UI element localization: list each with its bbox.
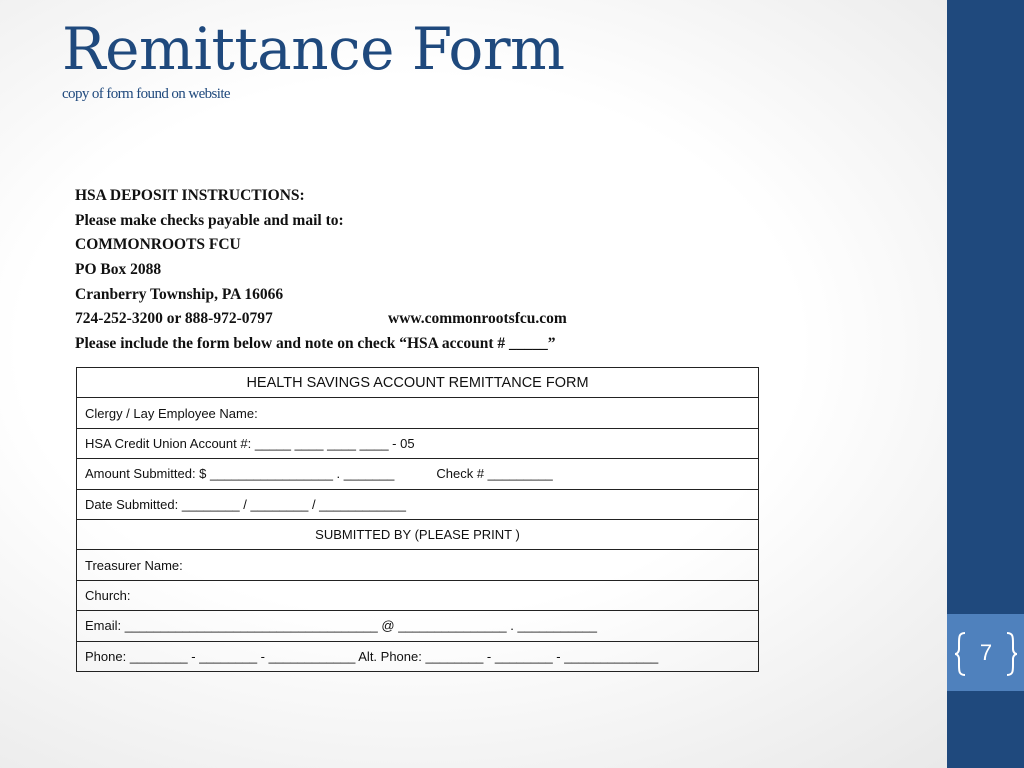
date-submitted-field: Date Submitted: ________ / ________ / ____________ [77,489,759,519]
email-field: Email: ___________________________________ @ _______________ . ___________ [77,611,759,641]
instructions-contact-line [75,307,567,332]
instructions-po-box: PO Box 2088 [75,261,162,279]
employee-name-field: Clergy / Lay Employee Name: [77,398,759,428]
instructions-heading: HSA DEPOSIT INSTRUCTIONS: [75,187,305,204]
table-row [77,368,759,398]
table-row [77,489,759,519]
page-title: Remittance Form [62,15,565,83]
check-number-field: Check # _________ [436,466,553,482]
phone-field: Phone: ________ - ________ - ____________ Alt. Phone: ________ - ________ - _____________ [77,641,759,671]
deposit-instructions [75,184,567,357]
treasurer-name-field: Treasurer Name: [77,550,759,580]
instructions-website: www.commonrootsfcu.com [388,310,567,328]
church-field: Church: [77,580,759,610]
table-row [77,611,759,641]
page-subtitle: copy of form found on website [62,86,230,102]
table-row [77,641,759,671]
account-number-field: HSA Credit Union Account #: _____ ____ ____ ____ - 05 [77,428,759,458]
remittance-form-table [76,367,759,672]
instructions-payable: Please make checks payable and mail to: [75,211,344,229]
table-row [77,550,759,580]
instructions-note: Please include the form below and note on check “HSA account # _____” [75,335,556,353]
instructions-city: Cranberry Township, PA 16066 [75,285,284,303]
instructions-phones: 724-252-3200 or 888-972-0797 [75,310,273,328]
table-row [77,519,759,549]
form-title: HEALTH SAVINGS ACCOUNT REMITTANCE FORM [77,368,759,398]
submitted-by-header: SUBMITTED BY (PLEASE PRINT ) [77,519,759,549]
table-row [77,459,759,489]
amount-row [77,459,759,489]
table-row [77,398,759,428]
table-row [77,428,759,458]
page-number: 7 [979,640,993,665]
instructions-org: COMMONROOTS FCU [75,236,241,254]
table-row [77,580,759,610]
amount-field: Amount Submitted: $ _________________ . _______ [85,466,395,482]
